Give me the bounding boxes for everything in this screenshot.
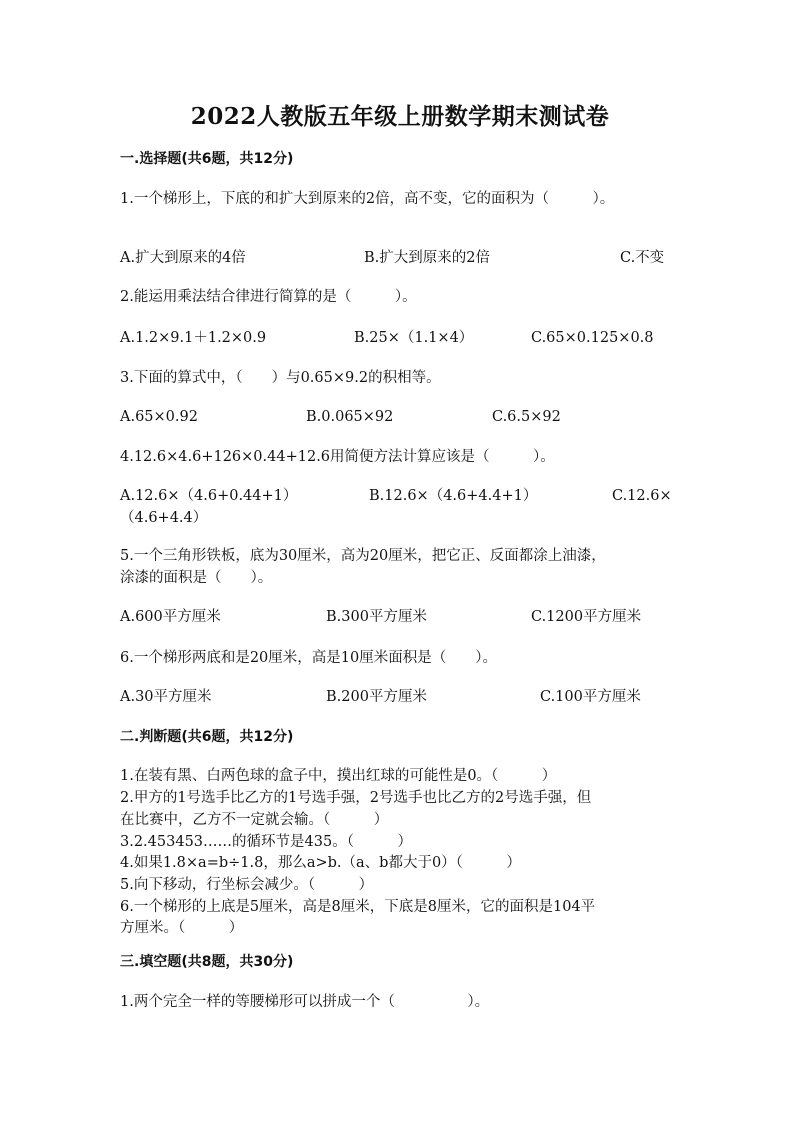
question-1-option-b: B.扩大到原来的2倍 — [364, 250, 490, 266]
judgement-line: 2.甲方的1号选手比乙方的1号选手强，2号选手也比乙方的2号选手强，但 — [120, 790, 592, 806]
section-heading-choice: 一.选择题(共6题，共12分) — [120, 151, 294, 167]
question-5-stem-continued: 涂漆的面积是（ ）。 — [120, 570, 273, 586]
judgement-line: 1.在装有黑、白两色球的盒子中，摸出红球的可能性是0。（ ） — [120, 768, 557, 784]
question-2-option-b: B.25×（1.1×4） — [354, 330, 474, 346]
question-5-option-b: B.300平方厘米 — [326, 609, 427, 625]
question-1-stem: 1.一个梯形上，下底的和扩大到原来的2倍，高不变，它的面积为（ ）。 — [120, 191, 615, 207]
judgement-line: 5.向下移动，行坐标会减少。（ ） — [120, 877, 374, 893]
question-1-option-c: C.不变 — [620, 250, 665, 266]
judgement-line: 6.一个梯形的上底是5厘米，高是8厘米，下底是8厘米，它的面积是104平 — [120, 899, 596, 915]
question-5-option-c: C.1200平方厘米 — [531, 609, 642, 625]
question-3-stem: 3.下面的算式中，（ ）与0.65×9.2的积相等。 — [120, 370, 441, 386]
question-4-option-b: B.12.6×（4.6+4.4+1） — [369, 488, 538, 504]
judgement-line: 3.2.453453……的循环节是435。（ ） — [120, 834, 412, 850]
judgement-line: 在比赛中，乙方不一定就会输。（ ） — [120, 812, 389, 828]
question-2-option-c: C.65×0.125×0.8 — [531, 330, 654, 346]
question-1-option-a: A.扩大到原来的4倍 — [120, 250, 246, 266]
page-title: 2022人教版五年级上册数学期末测试卷 — [190, 103, 610, 130]
question-6-stem: 6.一个梯形两底和是20厘米，高是10厘米面积是（ ）。 — [120, 650, 497, 666]
question-6-option-a: A.30平方厘米 — [120, 689, 212, 705]
question-5-stem: 5.一个三角形铁板，底为30厘米，高为20厘米，把它正、反面都涂上油漆， — [120, 548, 606, 564]
question-6-option-b: B.200平方厘米 — [326, 689, 427, 705]
question-4-option-c: C.12.6× — [612, 488, 672, 504]
judgement-line: 4.如果1.8×a=b÷1.8，那么a>b.（a、b都大于0）（ ） — [120, 855, 521, 871]
judgement-line: 方厘米。（ ） — [120, 920, 244, 936]
question-3-option-b: B.0.065×92 — [306, 409, 394, 425]
section-heading-judgement: 二.判断题(共6题，共12分) — [120, 729, 294, 745]
question-2-stem: 2.能运用乘法结合律进行简算的是（ ）。 — [120, 289, 417, 305]
section-heading-fill-blank: 三.填空题(共8题，共30分) — [120, 954, 294, 970]
question-4-option-c-continued: （4.6+4.4） — [120, 510, 208, 526]
question-3-option-a: A.65×0.92 — [120, 409, 198, 425]
question-4-option-a: A.12.6×（4.6+0.44+1） — [120, 488, 298, 504]
question-4-stem: 4.12.6×4.6+126×0.44+12.6用简便方法计算应该是（ ）。 — [120, 449, 555, 465]
question-6-option-c: C.100平方厘米 — [540, 689, 641, 705]
question-5-option-a: A.600平方厘米 — [120, 609, 221, 625]
fill-blank-line: 1.两个完全一样的等腰梯形可以拼成一个（ ）。 — [120, 994, 490, 1010]
question-3-option-c: C.6.5×92 — [492, 409, 561, 425]
question-2-option-a: A.1.2×9.1＋1.2×0.9 — [120, 330, 267, 346]
